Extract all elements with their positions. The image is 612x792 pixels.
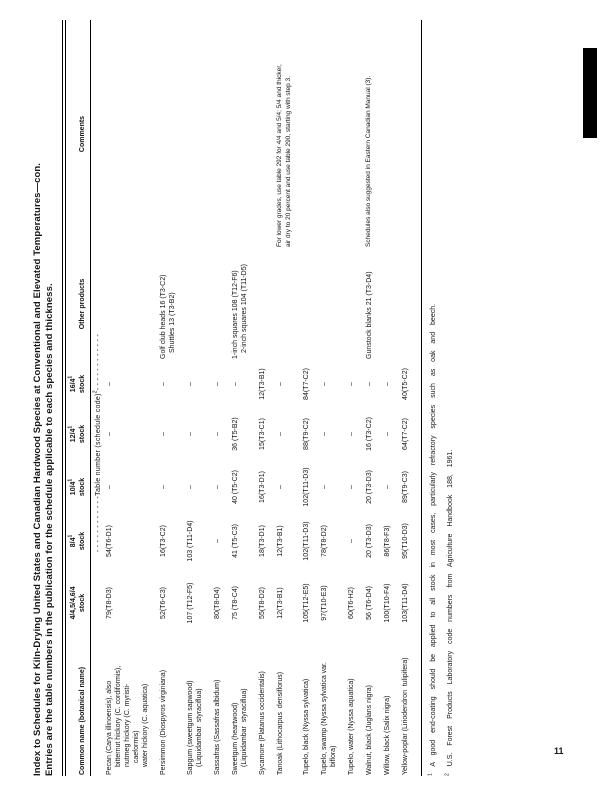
table-row xyxy=(401,20,419,776)
comment-line: air dry to 20 percent and use table 290, starting with step 3. xyxy=(284,76,292,247)
comments-cell xyxy=(365,20,383,248)
species-name-cell xyxy=(320,638,347,776)
schedule-value-cell: – xyxy=(366,382,373,386)
column-header-comments xyxy=(66,20,91,248)
schedule-value-cell: – xyxy=(187,432,194,436)
table-row xyxy=(258,20,276,776)
schedule-value-cell: 12(T3-B1) xyxy=(277,587,284,619)
table-title-line2: Entries are the table numbers in the publication for the schedule applicable to each species and thickness. xyxy=(43,283,55,776)
schedule-value-cell: – xyxy=(384,382,391,386)
header-row xyxy=(66,20,91,776)
schedule-value-cell: – xyxy=(160,485,167,489)
species-name-line: nutmeg hickory (C. myristi- xyxy=(124,683,131,767)
spanner-label: Table number (schedule code) xyxy=(95,393,102,496)
header-sublabel: stock xyxy=(78,374,86,394)
comments-cell xyxy=(276,20,302,248)
comments-cell xyxy=(383,20,401,248)
other-product-line: Gunstock blanks 21 (T3-D4) xyxy=(366,271,373,359)
schedule-value-cell: – xyxy=(214,539,221,543)
column-header-12-4-stock xyxy=(66,408,91,460)
schedule-value-cell: 36 (T5-B2) xyxy=(232,417,239,451)
schedule-value-cell: – xyxy=(321,382,328,386)
comments-cell xyxy=(347,20,365,248)
table-body xyxy=(91,20,420,776)
column-header-other-products xyxy=(66,248,91,360)
schedule-value-cell: 52(T6-C3) xyxy=(160,587,167,619)
spanner-note xyxy=(91,248,106,638)
species-name-cell xyxy=(159,638,186,776)
column-header-10-4-stock xyxy=(66,460,91,514)
species-name-cell xyxy=(186,638,213,776)
table-row xyxy=(105,20,159,776)
schedule-value-cell: – xyxy=(348,485,355,489)
schedule-value-cell: – xyxy=(160,382,167,386)
header-label: 12/4 xyxy=(70,428,77,443)
footnote-marker: 1 xyxy=(67,534,74,538)
schedule-value-cell: 55(T8-D2) xyxy=(259,587,266,619)
header-sublabel: stock xyxy=(78,477,86,497)
species-name-line: bitternut hickory (C. cordiformis), xyxy=(115,665,122,767)
schedule-value-cell: 84(T7-C2) xyxy=(303,368,310,400)
schedule-value-cell: 105(T12-E5) xyxy=(303,583,310,623)
schedule-value-cell: 102(T11-D3) xyxy=(303,521,310,561)
spanner-spacer xyxy=(91,638,106,776)
schedule-value-cell: 103(T11-D4) xyxy=(402,583,409,623)
comments-cell xyxy=(186,20,213,248)
schedule-value-cell: – xyxy=(348,539,355,543)
header-sublabel: stock xyxy=(78,593,86,613)
spanner-dashes: - - - - - - - - - - - - xyxy=(95,333,102,391)
column-header-4-4-stock xyxy=(66,568,91,638)
species-name-line: Sweetgum (heartwood) xyxy=(232,702,239,775)
schedule-value-cell: 54(T6-D1) xyxy=(106,525,113,557)
table-row xyxy=(302,20,320,776)
schedule-value-cell: 56 (T6-D4) xyxy=(366,586,373,620)
other-products-cell xyxy=(258,248,276,360)
schedule-value-cell: 79(T8-D3) xyxy=(106,587,113,619)
other-product-line: 1-inch squares 108 (T12-F6) xyxy=(232,270,239,359)
schedule-value-cell: – xyxy=(214,432,221,436)
species-name-line: Walnut, black (Juglans nigra) xyxy=(366,684,373,775)
comments-cell xyxy=(258,20,276,248)
species-name-cell xyxy=(383,638,401,776)
spanner-dashes: - - - - - - - - - - - - xyxy=(95,495,102,553)
species-name-line: (Liquidambar styraciflua) xyxy=(196,688,203,767)
header-label: Common name (botanical name) xyxy=(78,666,86,775)
schedule-value-cell: – xyxy=(277,485,284,489)
schedule-value-cell: 75 (T8-C4) xyxy=(232,586,239,620)
species-name-line: caeformis) xyxy=(133,730,140,767)
kiln-schedule-table xyxy=(66,20,419,776)
schedule-value-cell: – xyxy=(232,382,239,386)
other-products-cell xyxy=(347,248,365,360)
header-label: 4/4,5/4,6/4 xyxy=(70,586,77,620)
chapter-thumb-tab xyxy=(583,48,597,138)
table-row xyxy=(365,20,383,776)
table-row xyxy=(186,20,213,776)
schedule-value-cell: 89(T9-C3) xyxy=(402,471,409,503)
schedule-value-cell: 102(T11-D3) xyxy=(303,467,310,507)
comments-cell xyxy=(401,20,419,248)
footnote-text: U.S. Forest Products Laboratory code numbers from Agriculture Handbook 188, 1961. xyxy=(447,449,454,767)
table-header xyxy=(66,20,91,776)
other-products-cell xyxy=(365,248,383,360)
footnote-marker: 1 xyxy=(67,478,74,482)
footnote-marker: 1 xyxy=(67,375,74,379)
comment-line: Schedules also suggested in Eastern Canadian Manual (3). xyxy=(365,75,372,247)
table-row xyxy=(383,20,401,776)
table-row xyxy=(347,20,365,776)
column-header-common-name xyxy=(66,638,91,776)
schedule-value-cell: 88(T9-C2) xyxy=(303,418,310,450)
comment-line: For lower grades, use table 292 for 4/4 and 5/4; 5/4 and thicker, xyxy=(276,64,283,247)
other-product-line: Golf club heads 16 (T3-C2) xyxy=(160,274,167,359)
header-label: 10/4 xyxy=(70,481,77,496)
schedule-value-cell: – xyxy=(187,485,194,489)
footnote-2 xyxy=(446,16,455,776)
schedule-value-cell: 78(T8-D2) xyxy=(321,525,328,557)
schedule-value-cell: – xyxy=(106,432,113,436)
schedule-value-cell: 15(T3-C1) xyxy=(259,418,266,450)
table-row xyxy=(276,20,302,776)
schedule-value-cell: 40(T5-C2) xyxy=(402,368,409,400)
table-row xyxy=(320,20,347,776)
spanner-spacer xyxy=(91,20,106,248)
schedule-value-cell: – xyxy=(187,382,194,386)
comments-cell xyxy=(320,20,347,248)
table-title xyxy=(32,24,55,776)
other-product-line: 2-inch squares 104 (T11-D5) xyxy=(241,264,248,353)
other-products-cell xyxy=(105,248,159,360)
species-name-line: (Liquidambar styraciflua) xyxy=(241,688,248,767)
species-name-cell xyxy=(347,638,365,776)
landscape-table-block xyxy=(32,16,478,776)
other-products-cell xyxy=(383,248,401,360)
comments-cell xyxy=(213,20,231,248)
species-name-line: Sycamore (Platanus occidentalis) xyxy=(259,671,266,775)
species-name-cell xyxy=(401,638,419,776)
schedule-value-cell: 16(T3-C2) xyxy=(160,525,167,557)
header-label: Comments xyxy=(78,115,86,153)
species-name-line: water hickory (C. aquatica) xyxy=(142,683,149,767)
comments-cell xyxy=(105,20,159,248)
species-name-line: Sapgum (sweetgum sapwood) xyxy=(187,680,194,775)
schedule-value-cell: – xyxy=(277,382,284,386)
species-name-line: Tanoak (Lithocarpus densiflorus) xyxy=(277,671,284,775)
schedule-value-cell: – xyxy=(321,485,328,489)
species-name-line: Willow, black (Salix nigra) xyxy=(384,695,391,775)
species-name-line: Tupelo, water (Nyssa aquatica) xyxy=(348,678,355,775)
header-label: Other products xyxy=(78,278,86,330)
species-name-line: Pecan (Carya illinoensis), also xyxy=(106,680,113,775)
schedule-value-cell: 18(T3-D1) xyxy=(259,525,266,557)
other-products-cell xyxy=(320,248,347,360)
schedule-value-cell: – xyxy=(214,382,221,386)
schedule-value-cell: – xyxy=(214,485,221,489)
species-name-line: Sassafras (Sassafras albidum) xyxy=(214,679,221,775)
species-name-cell xyxy=(231,638,258,776)
schedule-value-cell: 60(T6-H2) xyxy=(348,587,355,619)
schedule-value-cell: 97(T10-E3) xyxy=(321,585,328,621)
column-header-16-4-stock xyxy=(66,360,91,408)
schedule-value-cell: – xyxy=(348,432,355,436)
species-name-cell xyxy=(213,638,231,776)
schedule-value-cell: – xyxy=(321,432,328,436)
other-products-cell xyxy=(159,248,186,360)
schedule-value-cell: 64(T7-C2) xyxy=(402,418,409,450)
other-products-cell xyxy=(302,248,320,360)
table-row xyxy=(159,20,186,776)
species-name-line: Yellow-poplar (Liriodendron tulipifera) xyxy=(402,657,409,775)
species-name-cell xyxy=(276,638,302,776)
footnote-marker: 1 xyxy=(427,773,434,776)
table-row xyxy=(231,20,258,776)
schedule-value-cell: 12(T3-B1) xyxy=(277,525,284,557)
schedule-value-cell: 41 (T5-C3) xyxy=(232,524,239,558)
spanner-row xyxy=(91,20,106,776)
schedule-value-cell: 100(T10-F4) xyxy=(384,583,391,623)
schedule-value-cell: – xyxy=(348,382,355,386)
species-name-cell xyxy=(302,638,320,776)
schedule-value-cell: – xyxy=(160,432,167,436)
species-name-cell xyxy=(365,638,383,776)
species-name-cell xyxy=(105,638,159,776)
other-products-cell xyxy=(186,248,213,360)
other-products-cell xyxy=(276,248,302,360)
page-number: 11 xyxy=(554,746,564,756)
schedule-value-cell: 20 (T3-D3) xyxy=(366,470,373,504)
schedule-value-cell: 95(T10-D3) xyxy=(402,523,409,559)
header-sublabel: stock xyxy=(78,424,86,444)
footnotes xyxy=(429,16,455,776)
rotated-table-region xyxy=(32,16,478,776)
header-label: 8/4 xyxy=(70,537,77,548)
footnote-marker: 2 xyxy=(92,390,99,394)
table-row xyxy=(213,20,231,776)
species-name-line: Tupelo, black (Nyssa sylvatica) xyxy=(303,678,310,775)
comments-cell xyxy=(302,20,320,248)
schedule-value-cell: 86(T8-F3) xyxy=(384,525,391,557)
comments-cell xyxy=(159,20,186,248)
column-header-8-4-stock xyxy=(66,514,91,568)
schedule-value-cell: 20 (T3-D3) xyxy=(366,524,373,558)
schedule-value-cell: 16 (T3-C2) xyxy=(366,417,373,451)
schedule-value-cell: 40 (T5-C2) xyxy=(232,470,239,504)
species-name-line: Tupelo, swamp (Nyssa sylvatica var. xyxy=(321,662,328,775)
schedule-value-cell: 80(T8-D4) xyxy=(214,587,221,619)
schedule-value-cell: – xyxy=(106,485,113,489)
schedule-value-cell: – xyxy=(384,432,391,436)
schedule-value-cell: – xyxy=(106,382,113,386)
species-name-cell xyxy=(258,638,276,776)
species-name-line: biflora) xyxy=(330,745,337,767)
schedule-value-cell: 107 (T12-F5) xyxy=(187,582,194,624)
species-name-line: Persimmon (Diospyros virginiana) xyxy=(160,669,167,775)
schedule-value-cell: 103 (T11-D4) xyxy=(187,520,194,562)
comments-cell xyxy=(231,20,258,248)
footnote-1 xyxy=(429,16,438,776)
other-product-line: Shuttles 13 (T3-B2) xyxy=(169,292,176,353)
footnote-text: A good end-coating should be applied to all stock in most cases, particularly refractory species such as oak and beech. xyxy=(430,303,437,767)
other-products-cell xyxy=(231,248,258,360)
header-label: 16/4 xyxy=(70,378,77,393)
schedule-value-cell: – xyxy=(384,485,391,489)
other-products-cell xyxy=(401,248,419,360)
schedule-value-cell: 12(T3-B1) xyxy=(259,368,266,400)
other-products-cell xyxy=(213,248,231,360)
header-sublabel: stock xyxy=(78,531,86,551)
table-title-line1: Index to Schedules for Kiln-Drying United States and Canadian Hardwood Species at Conventional and Elevated Temperatures—con. xyxy=(32,162,43,776)
schedule-value-cell: 16(T3-D1) xyxy=(259,471,266,503)
schedule-value-cell: – xyxy=(277,432,284,436)
footnote-marker: 1 xyxy=(67,425,74,429)
footnote-marker: 2 xyxy=(444,773,451,776)
bottom-rule xyxy=(421,20,422,776)
